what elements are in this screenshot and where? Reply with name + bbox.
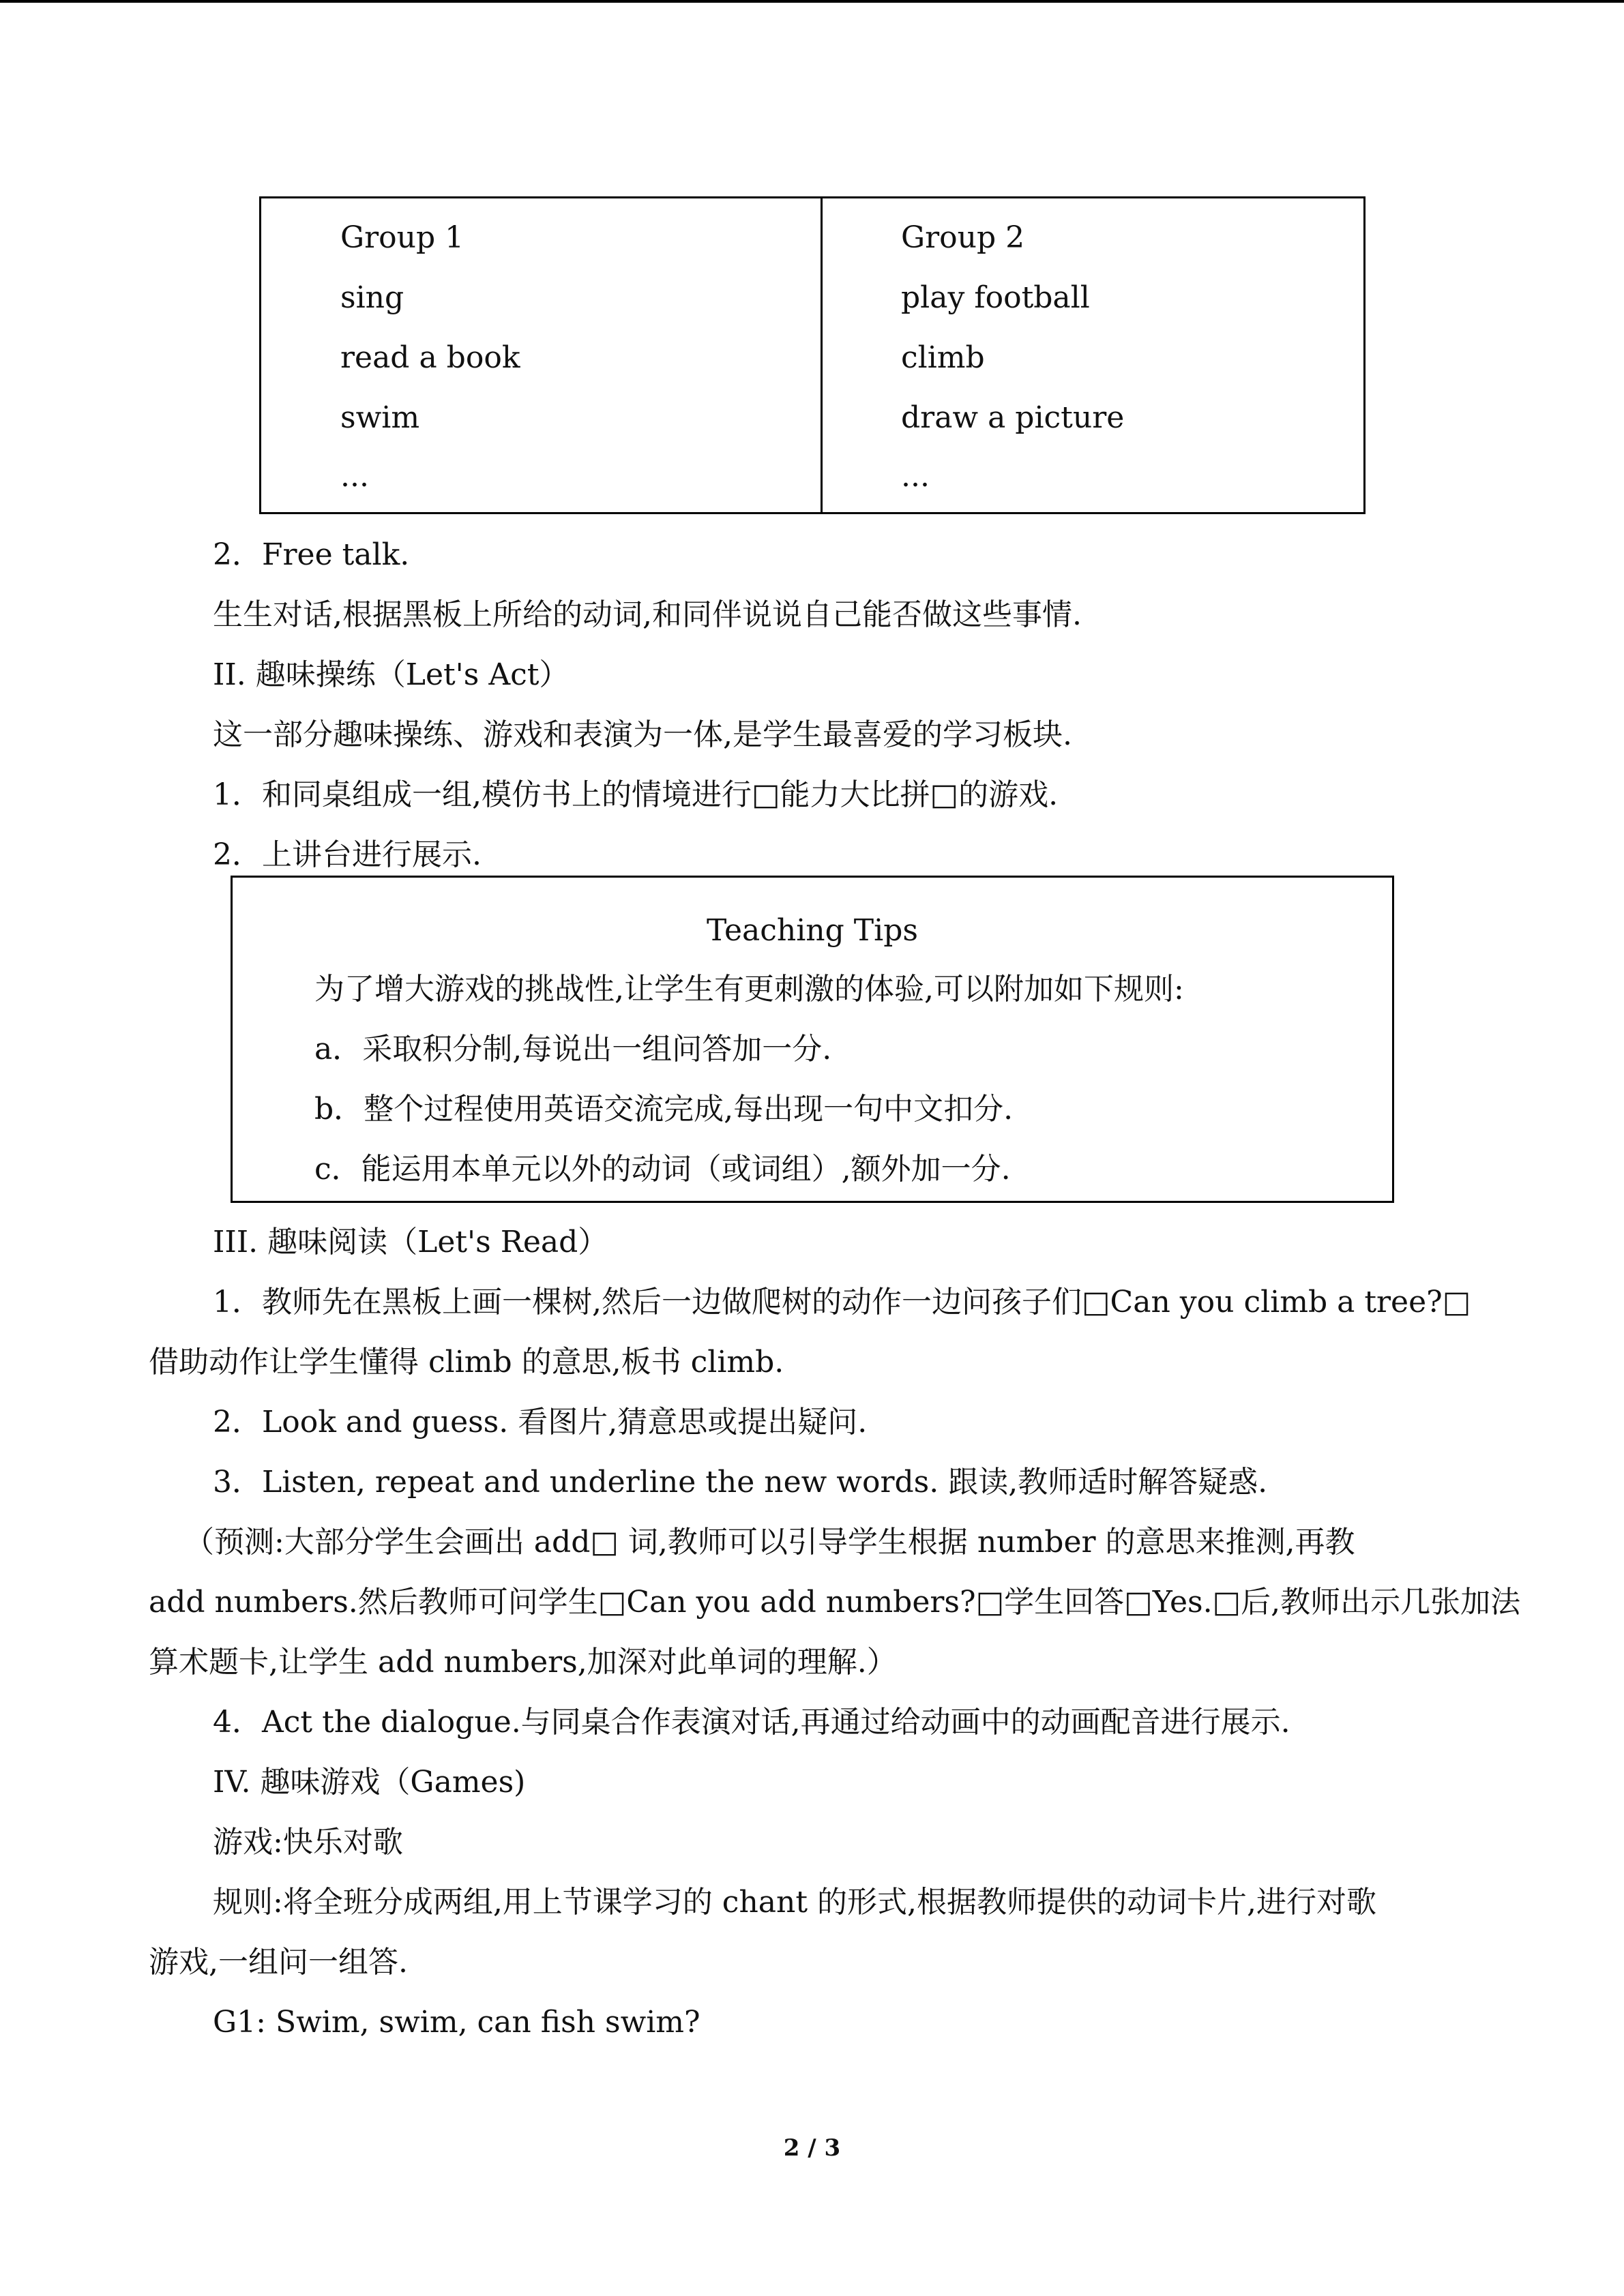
section2-intro: 这一部分趣味操练、游戏和表演为一体,是学生最喜爱的学习板块. [213, 717, 1072, 752]
group2-item: draw a picture [901, 400, 1125, 435]
top-border-line [0, 0, 1624, 3]
teaching-tip-b: b．整个过程使用英语交流完成,每出现一句中文扣分. [314, 1092, 1014, 1127]
section3-item-4: 4．Act the dialogue.与同桌合作表演对话,再通过给动画中的动画配音进行展示. [213, 1705, 1290, 1740]
section4-rule-line-2: 游戏,一组问一组答. [149, 1945, 408, 1980]
group2-item: play football [901, 280, 1090, 315]
section3-heading: III. 趣味阅读（Let's Read） [213, 1225, 608, 1259]
section3-item-3: 3．Listen, repeat and underline the new words. 跟读,教师适时解答疑惑. [213, 1465, 1268, 1500]
section3-note-line-2: add numbers.然后教师可问学生□Can you add numbers?□学生回答□Yes.□后,教师出示几张加法 [149, 1585, 1521, 1620]
group1-item: ... [340, 459, 369, 494]
teaching-tips-box [231, 876, 1394, 1203]
section3-item-2: 2．Look and guess. 看图片,猜意思或提出疑问. [213, 1405, 868, 1440]
section3-note-line-3: 算术题卡,让学生 add numbers,加深对此单词的理解.） [149, 1645, 897, 1680]
teaching-tips-title: Teaching Tips [707, 913, 918, 948]
section4-g1-line: G1: Swim, swim, can fish swim? [213, 2005, 700, 2040]
section4-rule-line-1: 规则:将全班分成两组,用上节课学习的 chant 的形式,根据教师提供的动词卡片,进行对歌 [213, 1885, 1376, 1920]
group2-item: ... [901, 459, 930, 494]
free-talk-body: 生生对话,根据黑板上所给的动词,和同伴说说自己能否做这些事情. [213, 597, 1082, 632]
group1-item: swim [340, 400, 420, 435]
group2-header: Group 2 [901, 220, 1025, 255]
section4-heading: IV. 趣味游戏（Games) [213, 1765, 526, 1800]
section2-item-1: 1．和同桌组成一组,模仿书上的情境进行□能力大比拼□的游戏. [213, 777, 1059, 812]
table-column-divider [821, 198, 823, 512]
group1-item: sing [340, 280, 404, 315]
section4-game-name: 游戏:快乐对歌 [213, 1825, 403, 1860]
teaching-tip-a: a．采取积分制,每说出一组问答加一分. [314, 1032, 832, 1067]
group2-item: climb [901, 340, 985, 375]
group1-item: read a book [340, 340, 520, 375]
section3-item-1-line-1: 1．教师先在黑板上画一棵树,然后一边做爬树的动作一边问孩子们□Can you climb a tree?□ [213, 1285, 1471, 1320]
teaching-tip-c: c．能运用本单元以外的动词（或词组）,额外加一分. [314, 1152, 1011, 1187]
section3-item-1-line-2: 借助动作让学生懂得 climb 的意思,板书 climb. [149, 1345, 784, 1380]
verb-groups-table [259, 196, 1365, 514]
teaching-tips-intro: 为了增大游戏的挑战性,让学生有更刺激的体验,可以附加如下规则: [314, 972, 1184, 1007]
free-talk-heading: 2．Free talk. [213, 537, 410, 572]
section2-item-2: 2．上讲台进行展示. [213, 837, 482, 872]
section3-note-line-1: （预测:大部分学生会画出 add□ 词,教师可以引导学生根据 number 的意思来推测,再教 [184, 1525, 1355, 1560]
group1-header: Group 1 [340, 220, 464, 255]
section2-heading: II. 趣味操练（Let's Act） [213, 657, 570, 692]
page-number: 2 / 3 [783, 2134, 841, 2162]
